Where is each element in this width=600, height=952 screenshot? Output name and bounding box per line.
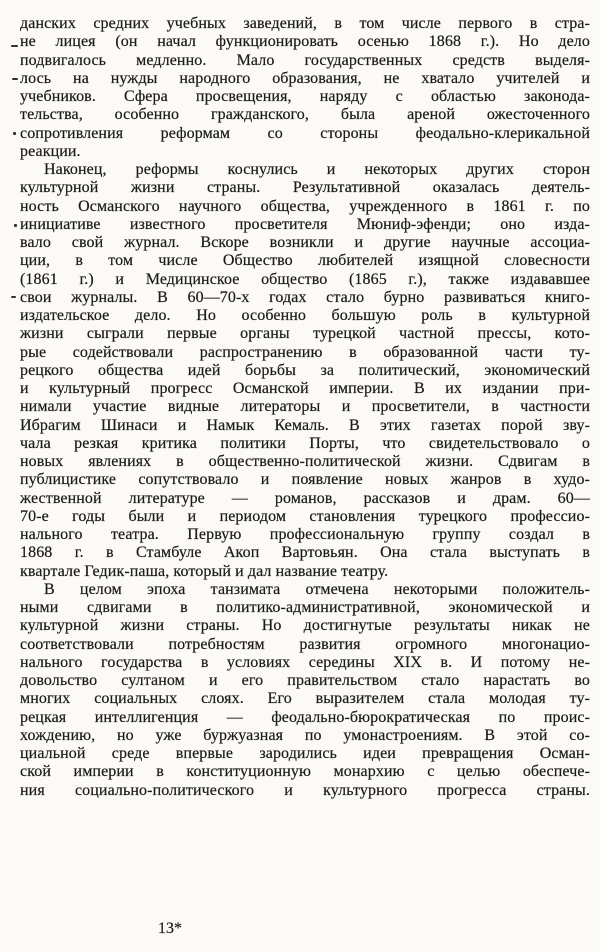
text-line: рые содействовали распространению в образованной части ту- [20, 343, 590, 361]
text-line: учебников. Сфера просвещения, наряду с областью законода- [20, 88, 590, 105]
scan-speck [12, 78, 18, 80]
text-line: 1868 г. в Стамбуле Акоп Вартовьян. Она стала выступать в [20, 544, 590, 562]
text-line: и культурный прогресс Османской империи. В их издании при- [20, 380, 590, 397]
scan-speck [14, 224, 17, 227]
paragraph [20, 581, 590, 800]
text-line: В целом эпоха танзимата отмечена некоторыми положитель- [44, 580, 590, 598]
book-page-text [20, 15, 590, 800]
page-signature: 13* [158, 920, 182, 937]
text-line: Наконец, реформы коснулись и некоторых других сторон [44, 161, 590, 178]
scan-speck [11, 45, 18, 47]
text-line: чала резкая критика политики Порты, что свидетельствовало о [20, 434, 590, 452]
text-line: новых явлениях в общественно-политической жизни. Сдвигам в [20, 453, 590, 470]
text-line: культурной жизни страны. Но достигнутые результаты никак не [20, 617, 590, 635]
text-line: не лицея (он начал функционировать осенью 1868 г.). Но дело [20, 33, 590, 51]
text-line: свои журналы. В 60—70-х годах стало бурно развиваться книго- [20, 288, 590, 306]
text-line: соответствовали потребностям развития огромного многонацио- [20, 635, 590, 653]
text-line: нимали участие видные литераторы и просветители, в частности [20, 398, 590, 416]
text-line: Ибрагим Шинаси и Намык Кемаль. В этих газетах порой зву- [20, 416, 590, 434]
text-line: квартале Гедик-паша, который и дал название театру. [20, 562, 389, 580]
text-line: данских средних учебных заведений, в том числе первого в стра- [20, 15, 590, 32]
text-line: ными сдвигами в политико-административной, экономической и [20, 599, 590, 616]
text-line: 70-е годы были и периодом становления турецкого профессио- [20, 507, 590, 525]
scan-speck [13, 132, 16, 135]
text-line: ской империи в конституционную монархию с целью обеспече- [20, 763, 590, 781]
text-line: вало свой журнал. Вскоре возникли и другие научные ассоциа- [20, 234, 590, 251]
scan-speck [11, 296, 16, 298]
text-line: нального театра. Первую профессиональную группу создал в [20, 526, 590, 543]
text-line: многих социальных слоях. Его выразителем стала молодая ту- [20, 690, 590, 708]
text-line: хождению, но уже буржуазная по умонастроениям. В этой со- [20, 726, 590, 744]
paragraph [20, 15, 590, 161]
text-line: ции, в том числе Общество любителей изящной словесности [20, 252, 590, 270]
text-line: инициативе известного просветителя Мюниф-эфенди; оно изда- [20, 215, 590, 233]
text-line: рецкого общества идей борьбы за политический, экономический [20, 361, 590, 379]
text-line: жизни сыграли первые органы турецкой частной прессы, кото- [20, 325, 590, 343]
text-line: циальной среде впервые зародились идеи превращения Осман- [20, 745, 590, 762]
paragraph [20, 161, 590, 581]
text-line: реакции. [20, 142, 81, 160]
text-line: жественной литературе — романов, рассказов и драм. 60— [20, 489, 590, 507]
text-line: сопротивления реформам со стороны феодально-клерикальной [20, 124, 590, 142]
text-line: рецкая интеллигенция — феодально-бюрократическая по проис- [20, 708, 590, 726]
text-line: (1861 г.) и Медицинское общество (1865 г.), также издававшее [20, 270, 590, 288]
text-line: издательское дело. Но особенно большую роль в культурной [20, 307, 590, 324]
text-line: ния социально-политического и культурного прогресса страны. [20, 781, 590, 799]
text-line: ность Османского научного общества, учрежденного в 1861 г. по [20, 197, 590, 215]
text-line: публицистике сопутствовало и появление новых жанров в худо- [20, 471, 590, 489]
text-line: тельства, особенно гражданского, была ареной ожесточенного [20, 106, 590, 124]
text-line: довольство султаном и его правительством стало нарастать во [20, 672, 590, 689]
text-line: нального государства в условиях середины XIX в. И потому не- [20, 653, 590, 671]
text-line: лось на нужды народного образования, не хватало учителей и [20, 69, 590, 87]
text-line: культурной жизни страны. Результативной оказалась деятель- [20, 179, 590, 197]
text-line: подвигалось медленно. Мало государственных средств выделя- [20, 51, 590, 69]
